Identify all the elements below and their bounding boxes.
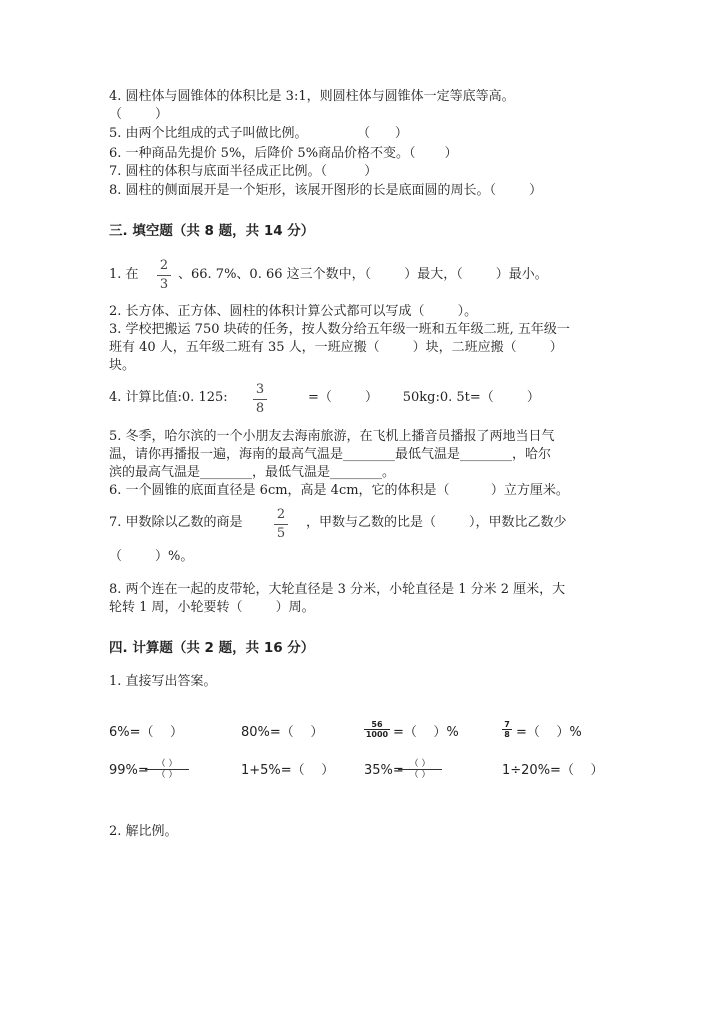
fill-q7-fraction — [274, 507, 288, 542]
calc-35-percent-fraction — [398, 759, 442, 780]
fill-q5-line1: 5. 冬季，哈尔滨的一个小朋友去海南旅游，在飞机上播音员播报了两地当日气 — [109, 429, 555, 444]
fraction-numerator: 3 — [253, 382, 267, 400]
fill-q4-fraction — [253, 382, 267, 417]
fraction-numerator: 2 — [157, 258, 171, 276]
fraction-denominator: （ ） — [156, 770, 178, 780]
calc-80-percent: 80%=（ ） — [241, 725, 324, 740]
fill-q3-line1: 3. 学校把搬运 750 块砖的任务，按人数分给五年级一班和五年级二班, 五年级一 — [109, 322, 570, 337]
fraction-denominator: 8 — [504, 730, 510, 739]
fraction-numerator: （ ） — [398, 759, 442, 770]
fill-q3-line3: 块。 — [109, 358, 136, 373]
fill-q5-line3: 滨的最高气温是________，最低气温是________。 — [109, 465, 396, 480]
fill-q3-line2: 班有 40 人，五年级二班有 35 人，一班应搬（ ）块，二班应搬（ ） — [109, 340, 563, 355]
calc-56-over-1000-answer: =（ ）% — [393, 725, 459, 740]
fill-q7-prefix: 7. 甲数除以乙数的商是 — [109, 515, 243, 530]
fill-q7-line2: （ ）%。 — [109, 549, 194, 564]
calc-35-percent: 35%= — [364, 763, 404, 778]
calc-99-percent: 99%= — [109, 763, 149, 778]
judge-q6: 6. 一种商品先提价 5%，后降价 5%商品价格不变。（ ） — [109, 146, 458, 161]
fill-q5-line2: 温，请你再播报一遍，海南的最高气温是________最低气温是________，哈尔 — [109, 447, 552, 462]
fill-q2: 2. 长方体、正方体、圆柱的体积计算公式都可以写成（ ）。 — [109, 304, 478, 319]
fill-q1-fraction — [157, 258, 171, 293]
fill-q4-rest: =（ ） 50kg:0. 5t=（ ） — [308, 390, 540, 405]
calc-1-plus-5-percent: 1+5%=（ ） — [241, 763, 335, 778]
calc-99-percent-fraction — [145, 759, 189, 780]
judge-q8: 8. 圆柱的侧面展开是一个矩形，该展开图形的长是底面圆的周长。（ ） — [109, 183, 543, 198]
fraction-denominator: 1000 — [365, 730, 389, 739]
fill-q4-prefix: 4. 计算比值:0. 125: — [109, 390, 228, 405]
calc-q2: 2. 解比例。 — [109, 824, 178, 839]
calc-1-div-20-percent: 1÷20%=（ ） — [502, 763, 604, 778]
calc-56-over-1000 — [364, 720, 390, 739]
judge-q5: 5. 由两个比组成的式子叫做比例。 （ ） — [109, 126, 408, 141]
fill-q8-line1: 8. 两个连在一起的皮带轮，大轮直径是 3 分米，小轮直径是 1 分米 2 厘米，大 — [109, 582, 566, 597]
fraction-numerator: 2 — [274, 507, 288, 525]
fraction-denominator: 8 — [255, 401, 265, 416]
fill-q6: 6. 一个圆锥的底面直径是 6cm，高是 4cm，它的体积是（ ）立方厘米。 — [109, 483, 569, 498]
calc-7-over-8 — [502, 720, 512, 739]
fraction-denominator: 3 — [159, 277, 169, 292]
fill-q1-prefix: 1. 在 — [109, 267, 139, 282]
fill-q7-rest: ，甲数与乙数的比是（ ），甲数比乙数少 — [306, 515, 567, 530]
fraction-denominator: 5 — [276, 526, 286, 541]
calc-6-percent: 6%=（ ） — [109, 725, 184, 740]
section3-title: 三. 填空题（共 8 题，共 14 分） — [109, 223, 315, 239]
judge-q4-answer[interactable]: （ ） — [109, 107, 169, 122]
fill-q1-rest: 、66. 7%、0. 66 这三个数中，（ ）最大，（ ）最小。 — [178, 267, 548, 282]
calc-q1: 1. 直接写出答案。 — [109, 674, 217, 689]
fraction-numerator: 56 — [364, 720, 390, 730]
fraction-numerator: （ ） — [145, 759, 189, 770]
calc-7-over-8-answer: =（ ）% — [516, 725, 582, 740]
fraction-numerator: 7 — [502, 720, 512, 730]
section4-title: 四. 计算题（共 2 题，共 16 分） — [109, 640, 315, 656]
judge-q7: 7. 圆柱的体积与底面半径成正比例。（ ） — [109, 164, 378, 179]
fill-q8-line2: 轮转 1 周，小轮要转（ ）周。 — [109, 600, 315, 615]
judge-q4: 4. 圆柱体与圆锥体的体积比是 3:1，则圆柱体与圆锥体一定等底等高。 — [109, 89, 515, 104]
fraction-denominator: （ ） — [409, 770, 431, 780]
